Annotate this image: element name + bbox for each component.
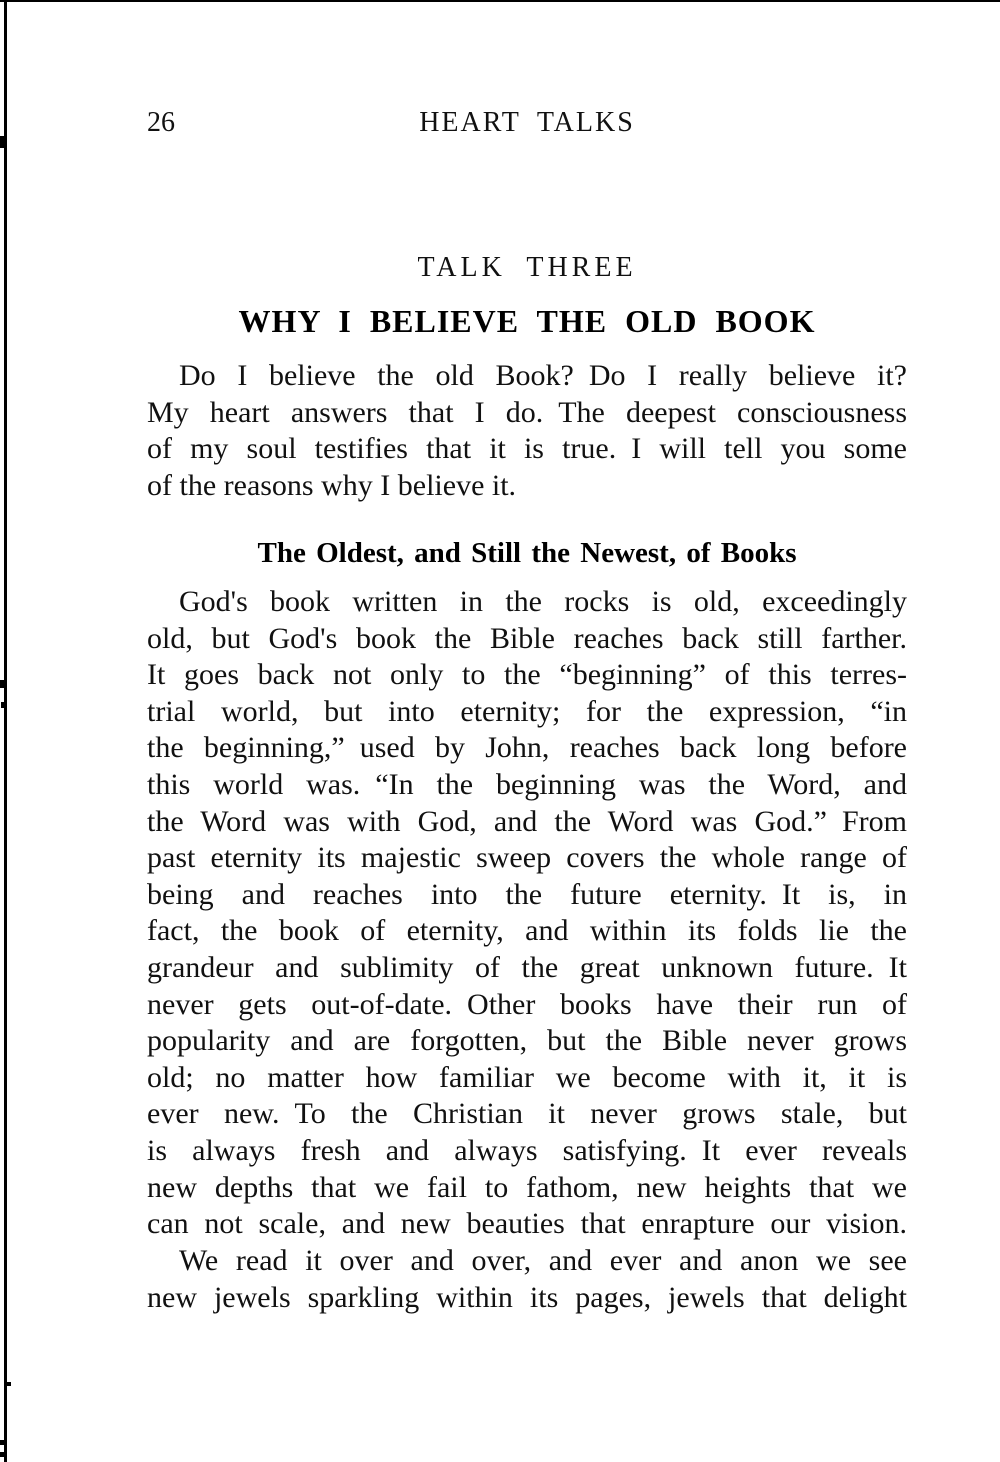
- text-line: It goes back not only to the “beginning” of this terres-: [147, 658, 907, 692]
- page-header: [147, 106, 907, 140]
- text-line: old, but God's book the Bible reaches back still farther.: [147, 621, 907, 655]
- text-line: fact, the book of eternity, and within its folds lie the: [147, 914, 907, 948]
- scan-artifact: [0, 1452, 5, 1457]
- chapter-title: WHY I BELIEVE THE OLD BOOK: [238, 303, 816, 339]
- text-line: ever new. To the Christian it never grows stale, but: [147, 1097, 907, 1131]
- page-number: 26: [147, 107, 175, 138]
- scan-artifact: [0, 136, 5, 148]
- scan-artifact: [0, 1440, 5, 1445]
- text-line: new jewels sparkling within its pages, jewels that delight: [147, 1280, 907, 1314]
- paragraph-3: [147, 1243, 907, 1316]
- text-line: past eternity its majestic sweep covers the whole range of: [147, 841, 907, 875]
- talk-label: TALK THREE: [417, 252, 637, 283]
- scan-edge-rule-left: [4, 0, 7, 1462]
- text-line: grandeur and sublimity of the great unknown future. It: [147, 950, 907, 984]
- text-line: of the reasons why I believe it.: [147, 468, 517, 502]
- text-line: My heart answers that I do. The deepest consciousness: [147, 395, 907, 429]
- text-line: this world was. “In the beginning was the Word, and: [147, 767, 907, 801]
- text-line: Do I believe the old Book? Do I really believe it?: [179, 359, 907, 392]
- text-line: old; no matter how familiar we become with it, it is: [147, 1060, 907, 1094]
- text-line: never gets out-of-date. Other books have their run of: [147, 987, 907, 1021]
- scan-artifact: [0, 680, 7, 688]
- text-line: can not scale, and new beauties that enrapture our vision.: [147, 1207, 907, 1241]
- text-line: the Word was with God, and the Word was God.” From: [147, 804, 907, 838]
- text-line: the beginning,” used by John, reaches back long before: [147, 731, 907, 765]
- text-line: new depths that we fail to fathom, new heights that we: [147, 1170, 907, 1204]
- text-line: being and reaches into the future eternity. It is, in: [147, 877, 907, 911]
- text-line: popularity and are forgotten, but the Bible never grows: [147, 1024, 907, 1058]
- text-line: trial world, but into eternity; for the expression, “in: [147, 694, 907, 728]
- running-title: HEART TALKS: [419, 107, 635, 138]
- section-heading: The Oldest, and Still the Newest, of Books: [257, 537, 797, 569]
- scan-edge-rule-top: [0, 0, 1000, 2]
- paragraph-2: [147, 584, 907, 1243]
- text-line: We read it over and over, and ever and anon we see: [179, 1244, 907, 1277]
- paragraph-1: [147, 358, 907, 504]
- text-line: of my soul testifies that it is true. I will tell you some: [147, 432, 907, 466]
- scan-artifact: [7, 1382, 11, 1386]
- scan-artifact: [1, 702, 6, 708]
- text-line: God's book written in the rocks is old, exceedingly: [179, 585, 907, 618]
- text-line: is always fresh and always satisfying. It ever reveals: [147, 1133, 907, 1167]
